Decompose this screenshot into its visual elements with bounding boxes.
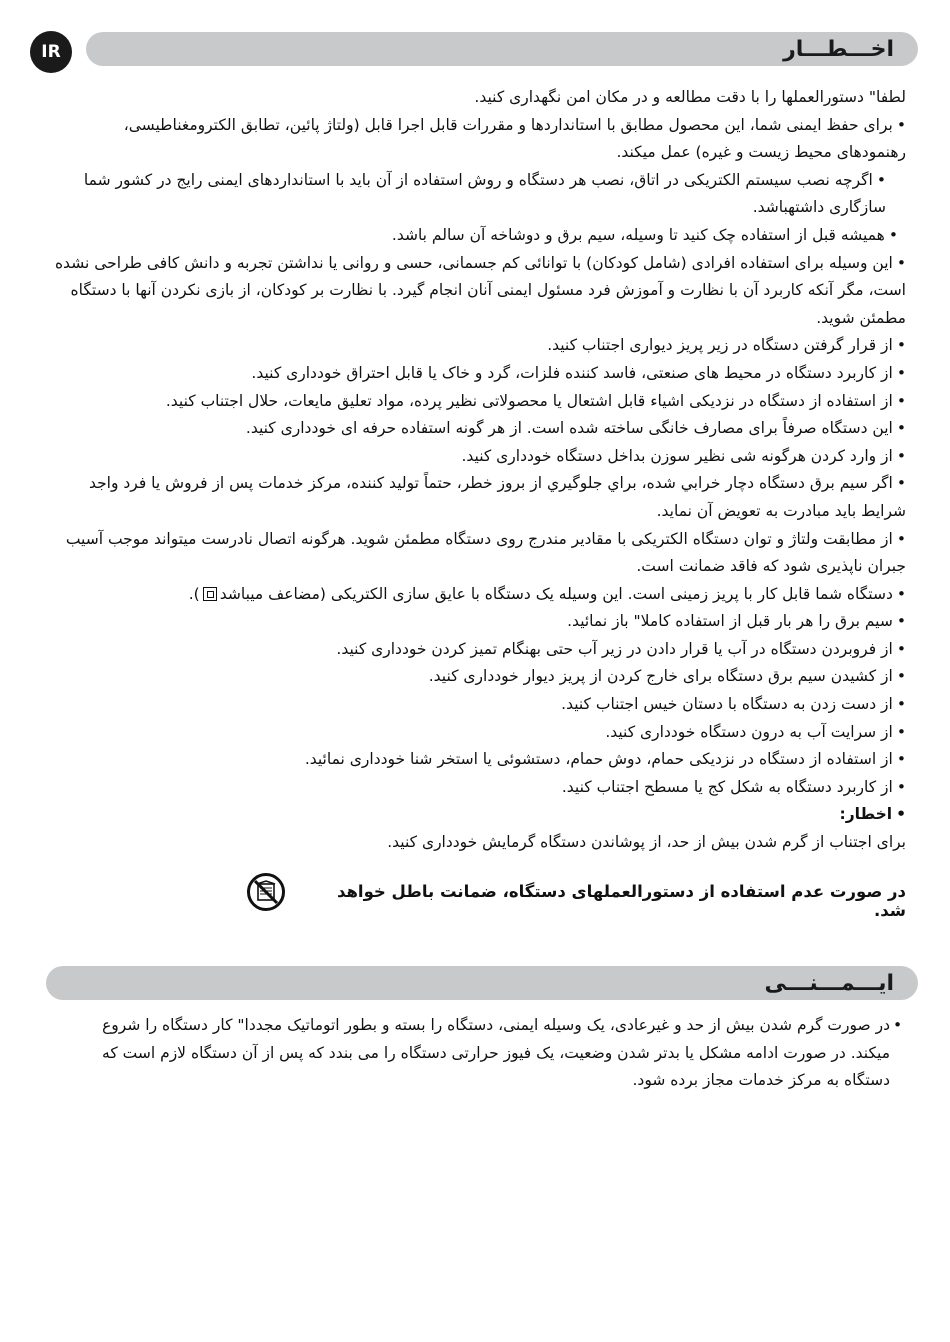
country-badge: IR (30, 31, 72, 73)
ground-list-item (50, 581, 906, 609)
list-item: • سیم برق را هر بار قبل از استفاده کاملا" باز نمائید. (50, 608, 906, 636)
list-item: • اگر سیم برق دستگاه دچار خرابي شده، براي جلوگيري از بروز خطر، حتماً تولید کننده، مرکز خدمات پس از فروش یا فرد واجد شرایط باید مبادرت به تعویض آن نماید. (50, 470, 906, 525)
list-item: • از کاربرد دستگاه در محیط های صنعتی، فاسد کننده فلزات، گرد و خاک یا قابل احتراق خودداری کنید. (50, 360, 906, 388)
safety-text: در صورت گرم شدن بیش از حد و غیرعادی، یک وسیله ایمنی، دستگاه را بسته و بطور اتوماتیک مجددا" کار دستگاه را شروع میکند. در صورت ادامه مشکل یا بدتر شدن وضعیت، یک فیوز حرارتی دستگاه را می بندد که پس از آن دستگاه لازم است که دستگاه به مرکز خدمات مجاز برده شود. (102, 1016, 890, 1090)
safety-paragraph (84, 1012, 890, 1095)
list-item: • از کشیدن سیم برق دستگاه برای خارج کردن از پریز دیوار خودداری کنید. (50, 663, 906, 691)
ground-item-text-end: ). (188, 584, 200, 603)
list-item: • برای حفظ ایمنی شما، این محصول مطابق با استانداردها و مقررات قابل اجرا قابل (ولتاژ پائین، تطابق الکترومغناطیسی، رهنمودهای محیط زیست و غیره) عمل میکند. (50, 112, 906, 167)
safety-section (84, 1012, 890, 1095)
list-item: • این وسیله برای استفاده افرادی (شامل کودکان) با توانائی کم جسمانی، حسی و روانی یا نداشتن تجربه و دانش کافی طراحی نشده است، مگر آنکه کاربرد آن با نظارت و آموزش فرد مسئول ایمنی آنان انجام گیرد. با نظارت بر کودکان، از بازی نکردن آنها با دستگاه مطمئن شوید. (50, 250, 906, 333)
warning-header-bar (86, 32, 918, 66)
warning-header-title: اخـــطـــار (783, 36, 894, 62)
ground-item-text: دستگاه شما قابل کار با پریز زمینی است. این وسیله یک دستگاه با عایق سازی الکتریکی (مضاعف میباشد (219, 584, 893, 603)
safety-header-title: ایـــمـــنـــی (764, 970, 894, 996)
list-item: • از دست زدن به دستگاه با دستان خیس اجتناب کنید. (50, 691, 906, 719)
do-not-cover-icon (246, 872, 286, 912)
warning-section (50, 84, 906, 857)
list-item: • از کاربرد دستگاه به شکل کج یا مسطح اجتناب کنید. (50, 774, 906, 802)
list-item: • از سرایت آب به درون دستگاه خودداری کنید. (50, 719, 906, 747)
list-item: • از فروبردن دستگاه در آب یا قرار دادن در زیر آب حتی بهنگام تمیز کردن خودداری کنید. (50, 636, 906, 664)
list-item: • اگرچه نصب سیستم الکتریکی در اتاق، نصب هر دستگاه و روش استفاده از آن باید با استانداردهای ایمنی رایج در کشور شما سازگاری داشتهباشد. (52, 167, 906, 222)
safety-bullet-icon: • (893, 1016, 903, 1034)
list-item: • همیشه قبل از استفاده چک کنید تا وسیله، سیم برق و دوشاخه آن سالم باشد. (50, 222, 906, 250)
list-item: • از استفاده از دستگاه در نزدیکی حمام، دوش حمام، دستشوئی یا استخر شنا خودداری نمائید. (50, 746, 906, 774)
safety-header-bar (46, 966, 918, 1000)
list-item: • از استفاده از دستگاه در نزدیکی اشیاء قابل اشتعال یا محصولاتی نظیر پرده، مواد تعلیق مایعات، حلال اجتناب کنید. (50, 388, 906, 416)
warning-text: برای اجتناب از گرم شدن بیش از حد، از پوشاندن دستگاه گرمایش خودداری کنید. (387, 833, 906, 852)
warning-label: • اخطار: (50, 801, 906, 829)
intro-text: لطفا" دستورالعملها را با دقت مطالعه و در مکان امن نگهداری کنید. (474, 88, 906, 106)
list-item: • از قرار گرفتن دستگاه در زیر پریز دیواری اجتناب کنید. (50, 332, 906, 360)
double-insulation-icon (203, 587, 217, 601)
warranty-notice: در صورت عدم استفاده از دستورالعملهای دستگاه، ضمانت باطل خواهد شد. (336, 882, 906, 920)
list-item: • از مطابقت ولتاژ و توان دستگاه الکتریکی با مقادیر مندرج روی دستگاه مطمئن شوید. هرگونه اتصال نادرست میتواند موجب آسیب جبران ناپذیری شود که فاقد ضمانت است. (50, 526, 906, 581)
list-item: • از وارد کردن هرگونه شی نظیر سوزن بداخل دستگاه خودداری کنید. (50, 443, 906, 471)
list-item: • این دستگاه صرفاً برای مصارف خانگی ساخته شده است. از هر گونه استفاده حرفه ای خودداری کنید. (50, 415, 906, 443)
